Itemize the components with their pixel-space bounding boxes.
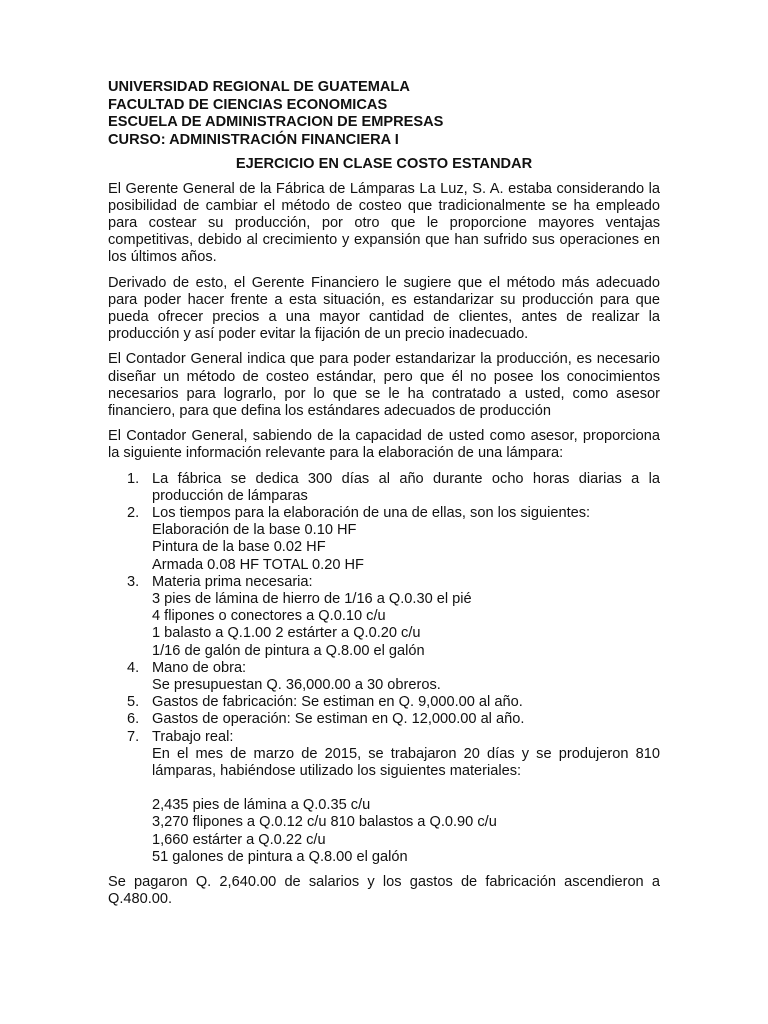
- list-sub-line: 1/16 de galón de pintura a Q.8.00 el galón: [152, 642, 425, 659]
- list-item-text: Materia prima necesaria:: [152, 573, 313, 590]
- list-sub-line: Armada 0.08 HF TOTAL 0.20 HF: [152, 556, 364, 573]
- list-sub-line: Elaboración de la base 0.10 HF: [152, 522, 357, 539]
- list-sub-line: 3 pies de lámina de hierro de 1/16 a Q.0.30 el pié: [152, 590, 472, 607]
- list-item-text: Mano de obra:: [152, 659, 247, 676]
- list-item-number: 1.: [127, 470, 140, 487]
- list-sub-line: 4 flipones o conectores a Q.0.10 c/u: [152, 608, 386, 625]
- list-item: [108, 471, 660, 505]
- list-sub-line: Pintura de la base 0.02 HF: [152, 539, 326, 556]
- list-item-text: La fábrica se dedica 300 días al año durante ocho horas diarias a la producción de lámparas: [152, 470, 660, 504]
- list-item: [108, 729, 660, 866]
- list-item-number: 7.: [127, 728, 140, 745]
- list-item: [108, 694, 660, 711]
- paragraph-derivado: Derivado de esto, el Gerente Financiero le sugiere que el método más adecuado para poder hacer frente a esta situación, es estandarizar su producción para que pueda ofrecer precios a una mayor cantidad de clientes, antes de realizar la producción y así poder evitar la fijación de un precio inadecuado.: [108, 274, 660, 343]
- list-item-text: Gastos de fabricación: Se estiman en Q. 9,000.00 al año.: [152, 694, 523, 711]
- list-sub-intro: En el mes de marzo de 2015, se trabajaron 20 días y se produjeron 810 lámparas, habiéndose utilizado los siguientes materiales:: [152, 745, 660, 779]
- list-sub-line: 1 balasto a Q.1.00 2 estárter a Q.0.20 c/u: [152, 625, 421, 642]
- paragraph-informacion: El Contador General, sabiendo de la capacidad de usted como asesor, proporciona la siguiente información relevante para la elaboración de una lámpara:: [108, 428, 660, 462]
- university-name: UNIVERSIDAD REGIONAL DE GUATEMALA: [108, 79, 410, 95]
- list-sub-line: Se presupuestan Q. 36,000.00 a 30 obreros.: [152, 676, 441, 693]
- list-item-number: 4.: [127, 659, 140, 676]
- paragraph-contador: El Contador General indica que para poder estandarizar la producción, es necesario diseñar un método de costeo estándar, pero que él no posee los conocimientos necesarios para lograrlo, por lo que se le ha contratado a usted, como asesor financiero, para que defina los estándares adecuados de producción: [108, 351, 660, 419]
- information-list: [108, 471, 660, 866]
- list-item-number: 5.: [127, 694, 140, 711]
- list-sub-line: 3,270 flipones a Q.0.12 c/u 810 balastos a Q.0.90 c/u: [152, 814, 497, 831]
- school-name: ESCUELA DE ADMINISTRACION DE EMPRESAS: [108, 114, 444, 130]
- document-page: [108, 79, 660, 916]
- list-item-text: Los tiempos para la elaboración de una de ellas, son los siguientes:: [152, 504, 591, 521]
- paragraph-intro: El Gerente General de la Fábrica de Lámparas La Luz, S. A. estaba considerando la posibilidad de cambiar el método de costeo que tradicionalmente se ha empleado para costear su producción, por otro que le proporcione mayores ventajas competitivas, debido al crecimiento y expansión que han sufrido sus operaciones en los últimos años.: [108, 180, 660, 266]
- list-sub-line: 1,660 estárter a Q.0.22 c/u: [152, 831, 326, 848]
- paragraph-closing: Se pagaron Q. 2,640.00 de salarios y los gastos de fabricación ascendieron a Q.480.00.: [108, 874, 660, 908]
- list-item-number: 2.: [127, 504, 140, 521]
- list-item: [108, 660, 660, 694]
- list-item-text: Gastos de operación: Se estiman en Q. 12,000.00 al año.: [152, 711, 525, 728]
- list-item: [108, 505, 660, 574]
- list-item-text: Trabajo real:: [152, 728, 234, 745]
- list-spacer: [152, 780, 660, 797]
- list-sub-line: 51 galones de pintura a Q.8.00 el galón: [152, 848, 408, 865]
- faculty-name: FACULTAD DE CIENCIAS ECONOMICAS: [108, 96, 388, 113]
- list-item-number: 6.: [127, 711, 140, 728]
- list-item-number: 3.: [127, 573, 140, 590]
- list-item: [108, 711, 660, 728]
- list-sub-line: 2,435 pies de lámina a Q.0.35 c/u: [152, 797, 371, 814]
- exercise-title: EJERCICIO EN CLASE COSTO ESTANDAR: [235, 156, 533, 172]
- course-name: CURSO: ADMINISTRACIÓN FINANCIERA I: [108, 131, 399, 148]
- list-item: [108, 574, 660, 660]
